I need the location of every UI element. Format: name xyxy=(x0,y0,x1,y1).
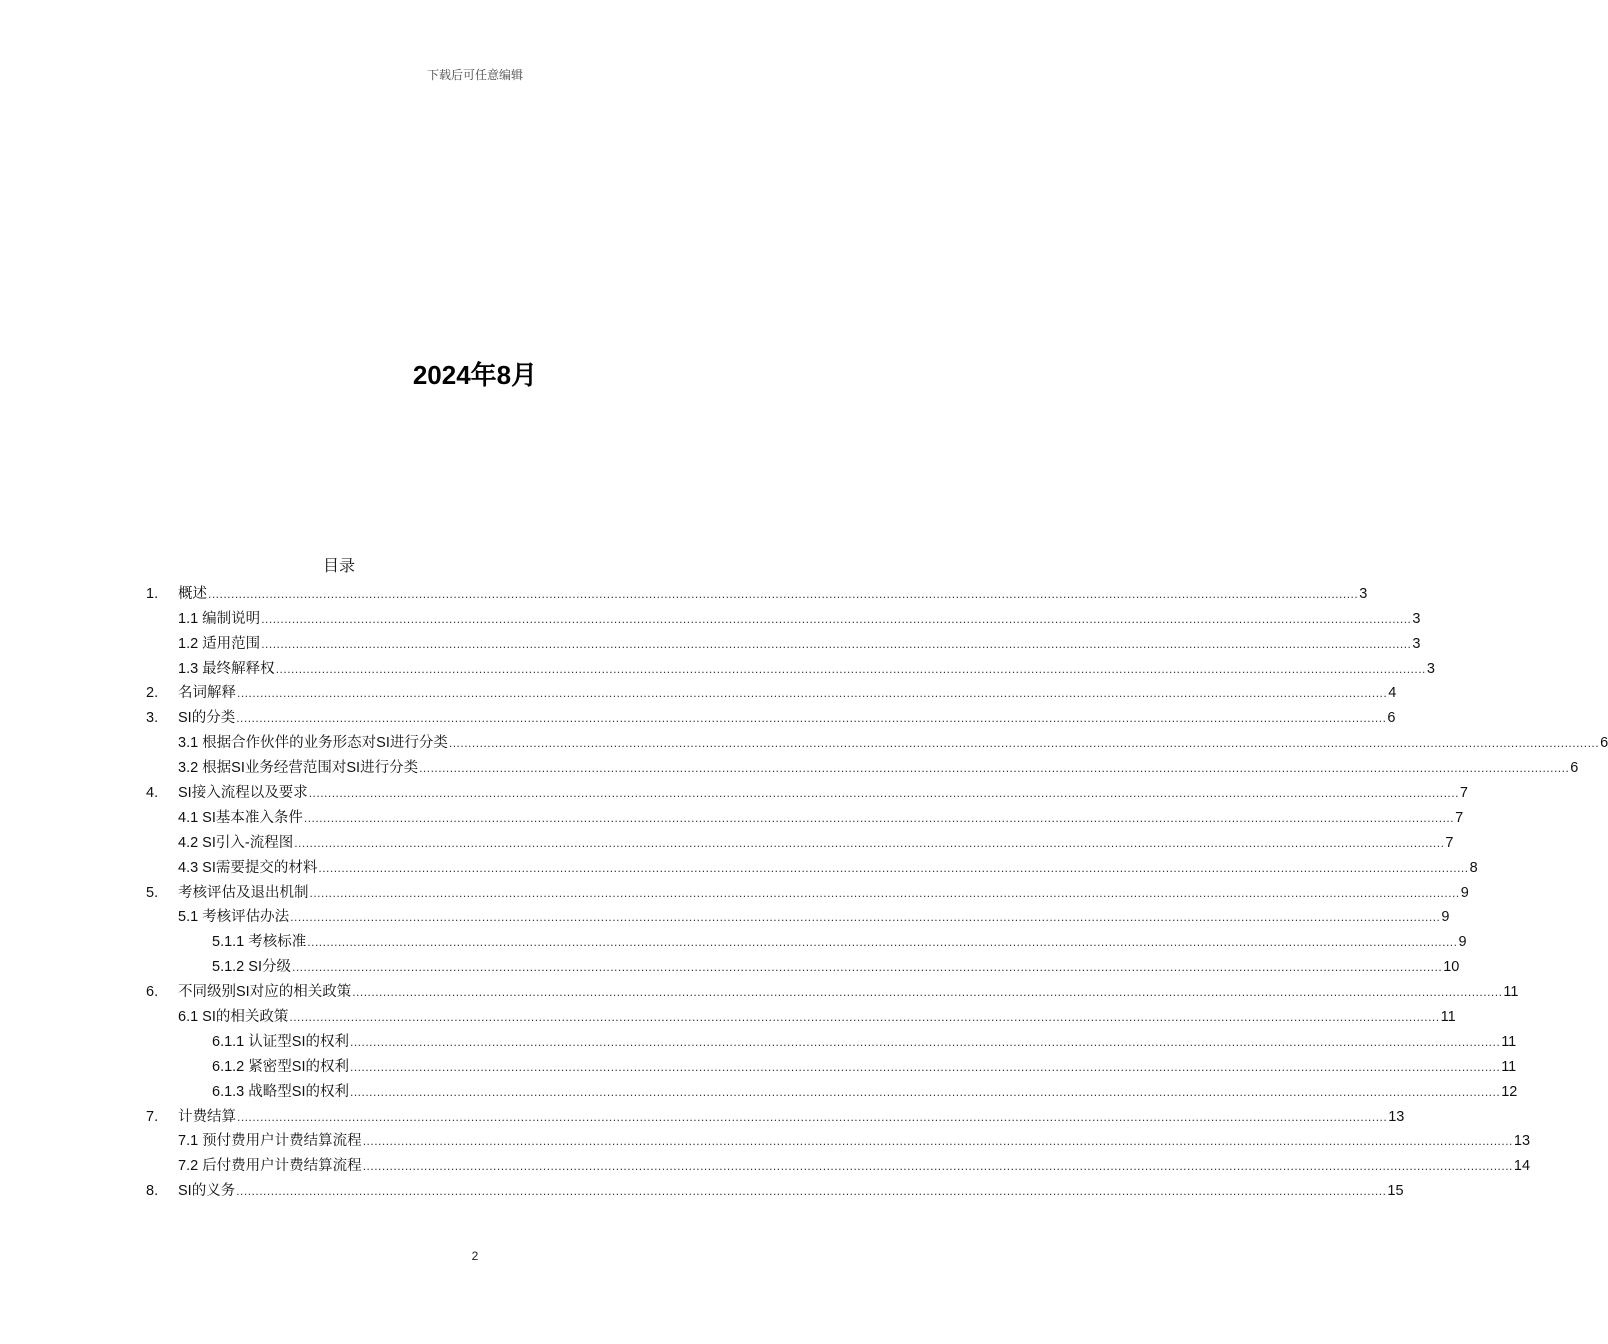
toc-dot-leader: ............................................................................................................................................................................................................................................................................................................ xyxy=(352,985,1503,1000)
toc-entry-page: 11 xyxy=(1501,1058,1517,1075)
toc-dot-leader: ............................................................................................................................................................................................................................................................................................................ xyxy=(291,960,1443,975)
toc-dot-leader: ............................................................................................................................................................................................................................................................................................................ xyxy=(309,885,1460,900)
toc-entry[interactable] xyxy=(146,578,1368,603)
toc-entry-label: 7.1 预付费用户计费结算流程 xyxy=(178,1133,362,1150)
toc-dot-leader: ............................................................................................................................................................................................................................................................................................................ xyxy=(349,1034,1501,1049)
toc-entry-label: 5.1 考核评估办法 xyxy=(178,909,290,926)
toc-entry-number: 8. xyxy=(146,1183,159,1200)
toc-entry-label: 名词解释 xyxy=(178,685,236,702)
toc-entry[interactable] xyxy=(146,702,1396,727)
toc-entry[interactable] xyxy=(146,827,1454,852)
toc-entry-page: 11 xyxy=(1501,1033,1517,1050)
toc-entry-label: 1.2 适用范围 xyxy=(178,635,261,652)
toc-entry[interactable] xyxy=(146,976,1519,1001)
toc-entry-page: 15 xyxy=(1387,1183,1404,1200)
toc-entry[interactable] xyxy=(146,902,1450,927)
toc-entry-page: 7 xyxy=(1459,785,1468,802)
toc-entry-page: 9 xyxy=(1441,909,1450,926)
toc-entry-number: 5. xyxy=(146,884,159,901)
page-header-note: 下载后可任意编辑 xyxy=(426,68,523,82)
toc-dot-leader: ............................................................................................................................................................................................................................................................................................................ xyxy=(208,586,1359,601)
toc-dot-leader: ............................................................................................................................................................................................................................................................................................................ xyxy=(362,1159,1513,1174)
toc-entry-page: 13 xyxy=(1513,1133,1531,1150)
toc-dot-leader: ............................................................................................................................................................................................................................................................................................................ xyxy=(362,1134,1513,1149)
toc-entry-label: 6.1 SI的相关政策 xyxy=(178,1009,289,1026)
toc-entry-number: 7. xyxy=(146,1108,159,1125)
toc-dot-leader: ............................................................................................................................................................................................................................................................................................................ xyxy=(308,786,1459,801)
toc-dot-leader: ............................................................................................................................................................................................................................................................................................................ xyxy=(303,810,1455,825)
toc-entry[interactable] xyxy=(146,603,1421,628)
toc-entry[interactable] xyxy=(146,1051,1517,1076)
toc-entry[interactable] xyxy=(146,877,1469,902)
toc-dot-leader: ............................................................................................................................................................................................................................................................................................................ xyxy=(290,910,1441,925)
toc-entry-label: 1.3 最终解释权 xyxy=(178,660,275,677)
toc-dot-leader: ............................................................................................................................................................................................................................................................................................................ xyxy=(236,711,1387,726)
toc-dot-leader: ............................................................................................................................................................................................................................................................................................................ xyxy=(237,686,1388,701)
toc-entry[interactable] xyxy=(146,678,1397,703)
toc-entry-label: 考核评估及退出机制 xyxy=(178,884,309,901)
toc-entry-label: SI的义务 xyxy=(178,1183,236,1200)
toc-entry-page: 3 xyxy=(1426,660,1435,677)
toc-entry-number: 2. xyxy=(146,685,159,702)
toc-entry-page: 9 xyxy=(1460,884,1469,901)
toc-entry-number: 6. xyxy=(146,984,159,1001)
toc-entry-label: 计费结算 xyxy=(178,1108,236,1125)
toc-entry-label: 6.1.3 战略型SI的权利 xyxy=(212,1083,349,1100)
toc-entry-page: 6 xyxy=(1570,760,1579,777)
toc-entry-page: 9 xyxy=(1458,934,1467,951)
toc-entry-page: 6 xyxy=(1600,735,1608,752)
toc-dot-leader: ............................................................................................................................................................................................................................................................................................................ xyxy=(237,1109,1388,1124)
toc-dot-leader: ............................................................................................................................................................................................................................................................................................................ xyxy=(261,611,1412,626)
table-of-contents xyxy=(146,578,1608,1200)
toc-dot-leader: ............................................................................................................................................................................................................................................................................................................ xyxy=(275,661,1426,676)
toc-entry-label: 5.1.1 考核标准 xyxy=(212,934,307,951)
toc-entry[interactable] xyxy=(146,852,1478,877)
toc-entry[interactable] xyxy=(146,752,1579,777)
toc-entry-label: SI接入流程以及要求 xyxy=(178,785,308,802)
toc-entry-page: 7 xyxy=(1445,834,1454,851)
toc-dot-leader: ............................................................................................................................................................................................................................................................................................................ xyxy=(448,736,1600,751)
toc-entry[interactable] xyxy=(146,802,1464,827)
toc-entry[interactable] xyxy=(146,951,1460,976)
toc-entry[interactable] xyxy=(146,1126,1531,1151)
toc-entry[interactable] xyxy=(146,727,1608,752)
toc-entry-label: 3.1 根据合作伙伴的业务形态对SI进行分类 xyxy=(178,735,448,752)
toc-dot-leader: ............................................................................................................................................................................................................................................................................................................ xyxy=(318,860,1469,875)
toc-entry-label: 不同级别SI对应的相关政策 xyxy=(178,984,352,1001)
toc-entry-label: 6.1.1 认证型SI的权利 xyxy=(212,1033,349,1050)
toc-entry-page: 11 xyxy=(1503,984,1519,1001)
toc-dot-leader: ............................................................................................................................................................................................................................................................................................................ xyxy=(261,636,1412,651)
toc-dot-leader: ............................................................................................................................................................................................................................................................................................................ xyxy=(294,835,1445,850)
toc-entry-number: 3. xyxy=(146,710,159,727)
toc-heading: 目录 xyxy=(323,558,356,575)
toc-entry[interactable] xyxy=(146,1001,1456,1026)
toc-entry[interactable] xyxy=(146,1175,1404,1200)
toc-entry-label: SI的分类 xyxy=(178,710,236,727)
toc-entry-label: 3.2 根据SI业务经营范围对SI进行分类 xyxy=(178,760,419,777)
toc-entry-page: 14 xyxy=(1513,1158,1531,1175)
toc-entry-page: 3 xyxy=(1359,585,1368,602)
toc-entry-page: 4 xyxy=(1388,685,1397,702)
toc-entry-page: 7 xyxy=(1455,809,1464,826)
toc-entry-label: 6.1.2 紧密型SI的权利 xyxy=(212,1058,349,1075)
toc-dot-leader: ............................................................................................................................................................................................................................................................................................................ xyxy=(307,935,1458,950)
toc-dot-leader: ............................................................................................................................................................................................................................................................................................................ xyxy=(419,761,1570,776)
toc-entry-label: 4.1 SI基本准入条件 xyxy=(178,809,303,826)
toc-entry[interactable] xyxy=(146,1150,1531,1175)
toc-entry[interactable] xyxy=(146,1076,1518,1101)
date-title: 2024年8月 xyxy=(412,360,538,390)
toc-dot-leader: ............................................................................................................................................................................................................................................................................................................ xyxy=(236,1184,1387,1199)
toc-entry[interactable] xyxy=(146,628,1421,653)
toc-entry-number: 4. xyxy=(146,785,159,802)
toc-entry[interactable] xyxy=(146,1026,1517,1051)
toc-entry-page: 11 xyxy=(1440,1009,1456,1026)
toc-entry-page: 8 xyxy=(1469,859,1478,876)
toc-entry-page: 3 xyxy=(1412,610,1421,627)
toc-entry-label: 1.1 编制说明 xyxy=(178,610,261,627)
toc-entry-page: 3 xyxy=(1412,635,1421,652)
toc-entry-page: 13 xyxy=(1388,1108,1405,1125)
toc-entry-page: 6 xyxy=(1387,710,1396,727)
toc-entry[interactable] xyxy=(146,1101,1405,1126)
page-number: 2 xyxy=(471,1249,479,1263)
toc-entry-label: 4.2 SI引入-流程图 xyxy=(178,834,294,851)
toc-dot-leader: ............................................................................................................................................................................................................................................................................................................ xyxy=(349,1059,1501,1074)
toc-dot-leader: ............................................................................................................................................................................................................................................................................................................ xyxy=(289,1010,1440,1025)
toc-entry-page: 12 xyxy=(1501,1083,1518,1100)
toc-dot-leader: ............................................................................................................................................................................................................................................................................................................ xyxy=(349,1084,1501,1099)
toc-entry-label: 5.1.2 SI分级 xyxy=(212,959,291,976)
toc-entry[interactable] xyxy=(146,777,1468,802)
toc-entry[interactable] xyxy=(146,653,1435,678)
toc-entry-label: 7.2 后付费用户计费结算流程 xyxy=(178,1158,362,1175)
toc-entry[interactable] xyxy=(146,926,1467,951)
toc-entry-label: 概述 xyxy=(178,585,207,602)
toc-entry-number: 1. xyxy=(146,585,159,602)
toc-entry-label: 4.3 SI需要提交的材料 xyxy=(178,859,318,876)
toc-entry-page: 10 xyxy=(1443,959,1460,976)
